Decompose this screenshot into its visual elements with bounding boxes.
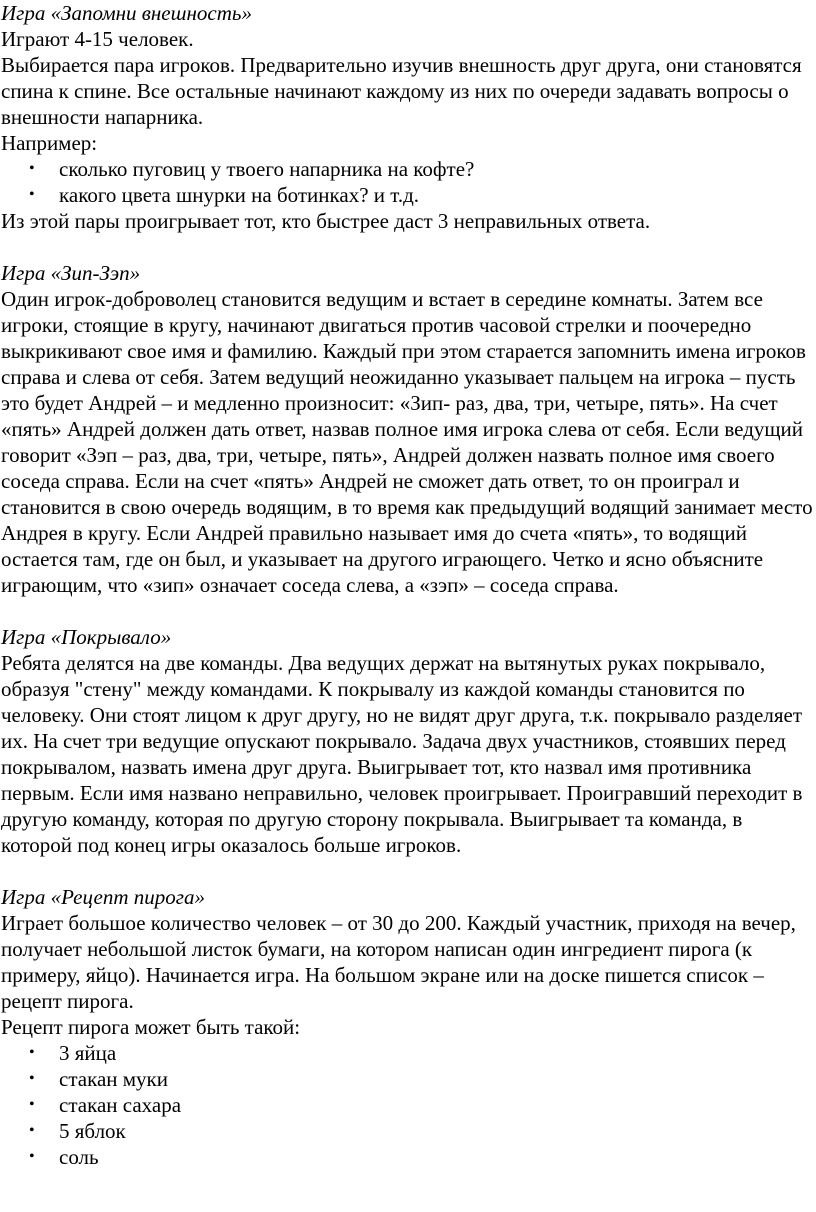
game-title: Игра «Рецепт пирога»	[1, 885, 205, 909]
game-pie-recipe	[1, 884, 816, 1170]
game-title: Игра «Запомни внешность»	[1, 1, 252, 25]
bullet-list	[1, 156, 816, 208]
list-item: • стакан сахара	[1, 1092, 816, 1118]
paragraph: Ребята делятся на две команды. Два ведущих держат на вытянутых руках покрывало, образуя "стену" между командами. К покрывалу из каждой команды становится по человеку. Они стоят лицом к друг другу, но не видят друг друга, т.к. покрывало разделяет их. На счет три ведущие опускают покрывало. Задача двух участников, стоявших перед покрывалом, назвать имена друг друга. Выигрывает тот, кто назвал имя противника первым. Если имя названо неправильно, человек проигрывает. Проигравший переходит в другую команду, которая по другую сторону покрывала. Выигрывает та команда, в которой под конец игры оказалось больше игроков.	[1, 651, 803, 857]
paragraph: Например:	[1, 131, 98, 155]
game-blanket	[1, 624, 816, 858]
list-item: • 5 яблок	[1, 1118, 816, 1144]
list-item: • 3 яйца	[1, 1040, 816, 1066]
game-title: Игра «Покрывало»	[1, 625, 172, 649]
list-item: • какого цвета шнурки на ботинках? и т.д.	[1, 182, 816, 208]
paragraph: Рецепт пирога может быть такой:	[1, 1015, 301, 1039]
bullet-list	[1, 1040, 816, 1170]
game-title: Игра «Зип-Зэп»	[1, 261, 141, 285]
paragraph: Из этой пары проигрывает тот, кто быстрее даст 3 неправильных ответа.	[1, 209, 651, 233]
paragraph: Выбирается пара игроков. Предварительно изучив внешность друг друга, они становятся спина к спине. Все остальные начинают каждому из них по очереди задавать вопросы о внешности напарника.	[1, 53, 802, 129]
list-item: • соль	[1, 1144, 816, 1170]
game-remember-appearance	[1, 0, 816, 234]
list-item: • стакан муки	[1, 1066, 816, 1092]
list-item: • сколько пуговиц у твоего напарника на кофте?	[1, 156, 816, 182]
paragraph: Один игрок-доброволец становится ведущим и встает в середине комнаты. Затем все игроки, стоящие в кругу, начинают двигаться против часовой стрелки и поочередно выкрикивают свое имя и фамилию. Каждый при этом старается запомнить имена игроков справа и слева от себя. Затем ведущий неожиданно указывает пальцем на игрока – пусть это будет Андрей – и медленно произносит: «Зип- раз, два, три, четыре, пять». На счет «пять» Андрей должен дать ответ, назвав полное имя игрока слева от себя. Если ведущий говорит «Зэп – раз, два, три, четыре, пять», Андрей должен назвать полное имя своего соседа справа. Если на счет «пять» Андрей не сможет дать ответ, то он проиграл и становится в свою очередь водящим, в то время как предыдущий водящий занимает место Андрея в кругу. Если Андрей правильно называет имя до счета «пять», то водящий остается там, где он был, и указывает на другого играющего. Четко и ясно объясните играющим, что «зип» означает соседа слева, а «зэп» – соседа справа.	[1, 287, 813, 597]
paragraph: Играет большое количество человек – от 30 до 200. Каждый участник, приходя на вечер, получает небольшой листок бумаги, на котором написан один ингредиент пирога (к примеру, яйцо). Начинается игра. На большом экране или на доске пишется список – рецепт пирога.	[1, 911, 796, 1013]
game-zip-zap	[1, 260, 816, 598]
paragraph: Играют 4-15 человек.	[1, 27, 194, 51]
